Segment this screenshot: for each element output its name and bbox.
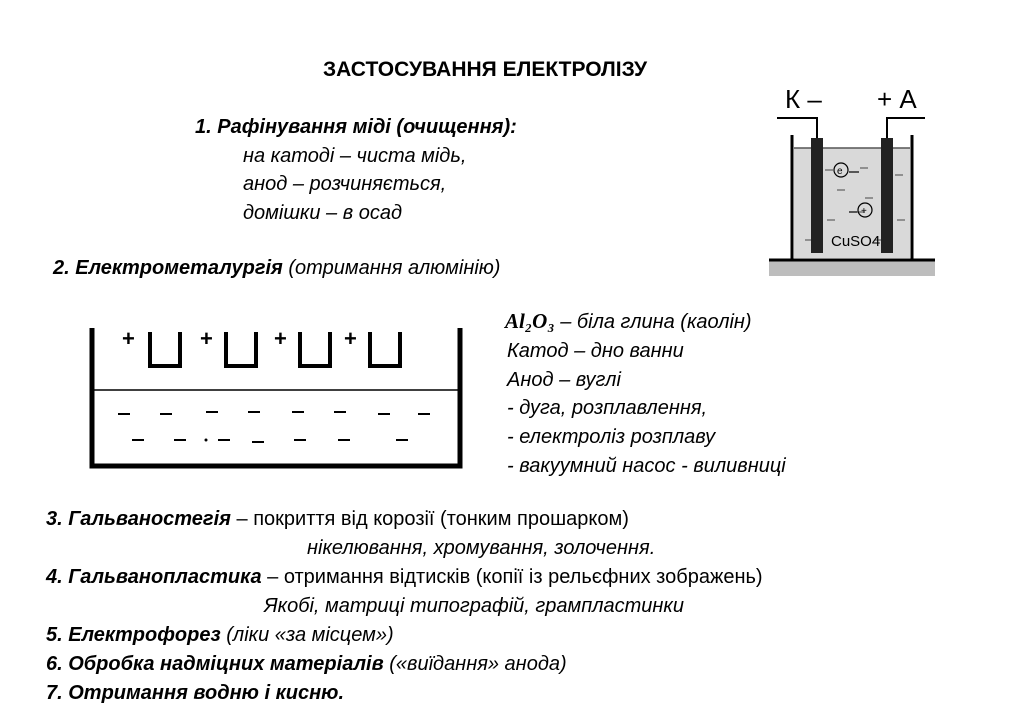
anode-wire [887, 118, 925, 140]
anode-electrode [881, 138, 893, 253]
section-4-text: – отримання відтисків (копії із рельєфних зображень) [267, 566, 763, 588]
section-6-note: («виїдання» анода) [389, 653, 567, 675]
page-title: ЗАСТОСУВАННЯ ЕЛЕКТРОЛІЗУ [323, 58, 648, 81]
section-5-note: (ліки «за місцем») [226, 624, 394, 646]
section-3-line [46, 508, 629, 531]
section-3-text: – покриття від корозії (тонким прошарком) [236, 508, 629, 530]
section-2-line-2: Анод – вуглі [507, 369, 621, 391]
svg-text:+: + [861, 206, 867, 217]
formula-line [505, 309, 752, 334]
cathode-electrode [811, 138, 823, 253]
table-surface [769, 260, 935, 276]
section-2-line-3: - дуга, розплавлення, [507, 397, 708, 419]
melt-dashes [118, 412, 430, 442]
section-7-heading: 7. Отримання водню і кисню. [46, 682, 345, 704]
plus-sign-1: + [122, 326, 135, 351]
plus-sign-4: + [344, 326, 357, 351]
section-5-line [46, 624, 394, 647]
plus-sign-2: + [200, 326, 213, 351]
electrolysis-cell-diagram [765, 80, 935, 285]
section-2-line-4: - електроліз розплаву [507, 426, 716, 448]
section-1-line-2: анод – розчиняється, [243, 173, 447, 195]
section-2-line-5: - вакуумний насос - виливниці [507, 455, 786, 477]
section-2-heading: 2. Електрометалургія [53, 257, 283, 279]
section-2-line-1: Катод – дно ванни [507, 340, 684, 362]
section-1-heading: 1. Рафінування міді (очищення): [195, 116, 517, 138]
cathode-wire [777, 118, 817, 140]
alumina-description: – біла глина (каолін) [560, 311, 752, 333]
cathode-label: К – [785, 84, 822, 114]
section-1-line-1: на катоді – чиста мідь, [243, 145, 467, 167]
section-2-heading-line [53, 257, 500, 280]
section-4-line [46, 566, 763, 589]
section-4-heading: 4. Гальванопластика [46, 566, 262, 588]
section-2-note: (отримання алюмінію) [288, 257, 501, 279]
svg-text:e: e [837, 166, 843, 177]
section-3-examples: нікелювання, хромування, золочення. [307, 537, 656, 559]
aluminium-bath-diagram [88, 318, 464, 470]
section-4-examples: Якобі, матриці типографій, грампластинки [264, 595, 684, 617]
section-5-heading: 5. Електрофорез [46, 624, 221, 646]
anode-label: + А [877, 84, 917, 114]
section-1-line-3: домішки – в осад [243, 202, 403, 224]
plus-sign-3: + [274, 326, 287, 351]
section-3-heading: 3. Гальваностегія [46, 508, 231, 530]
alumina-formula: Al₂O₃ [505, 309, 555, 333]
section-6-heading: 6. Обробка надміцних матеріалів [46, 653, 384, 675]
section-6-line [46, 653, 567, 676]
solution-label: CuSO4 [831, 233, 881, 250]
